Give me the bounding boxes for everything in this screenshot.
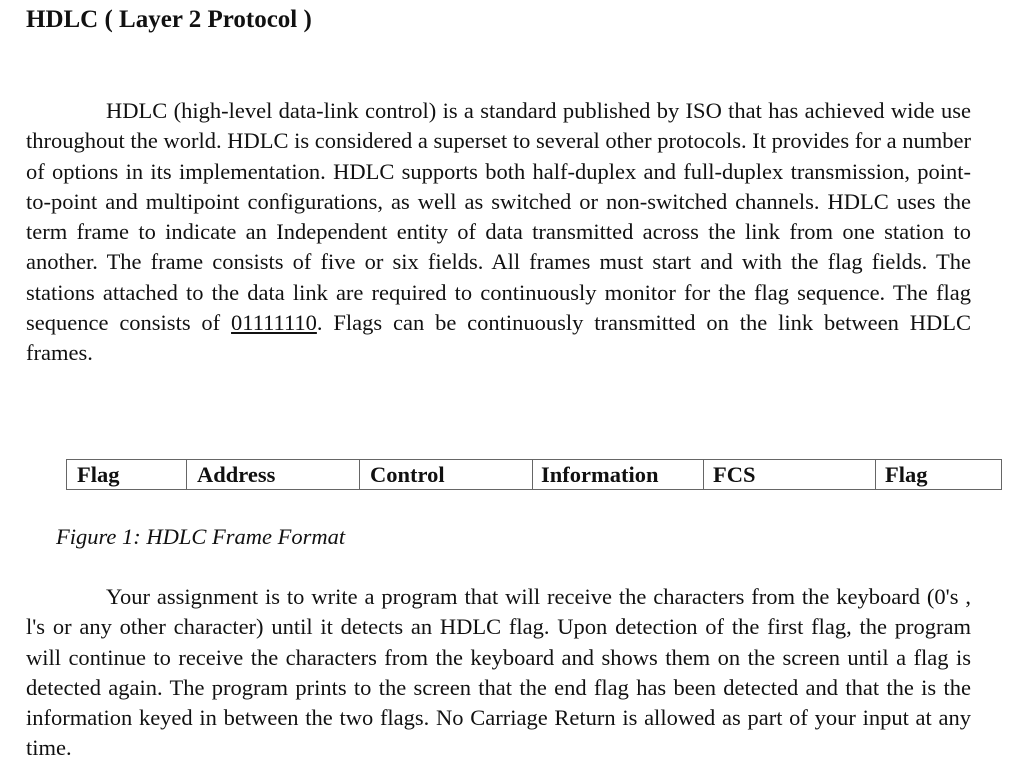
frame-field-address: Address xyxy=(187,460,360,490)
frame-field-fcs: FCS xyxy=(704,460,876,490)
assignment-paragraph: Your assignment is to write a program that will receive the characters from the keyboard (0's , l's or any other character) until it detects an HDLC flag. Upon detection of the first flag, the program will continue to receive the characters from the keyboard and shows them on the screen until a flag is detected again. The program prints to the screen that the end flag has been detected and that the is the information keyed in between the two flags. No Carriage Return is allowed as part of your input at any time. xyxy=(26,584,971,761)
hdlc-frame-table xyxy=(66,459,1002,490)
document-title: HDLC ( Layer 2 Protocol ) xyxy=(26,6,312,33)
intro-paragraph xyxy=(26,96,971,369)
frame-fields-row xyxy=(67,460,1002,490)
intro-text: HDLC (high-level data-link control) is a standard published by ISO that has achieved wide use throughout the world. HDLC is considered a superset to several other protocols. It provides for a number of options in its implementation. HDLC supports both half-duplex and full-duplex transmission, point-to-point and multipoint configurations, as well as switched or non-switched channels. HDLC uses the term frame to indicate an Independent entity of data transmitted across the link from one station to another. The frame consists of five or six fields. All frames must start and with the flag fields. The stations attached to the data link are required to continuously monitor for the flag sequence. The flag sequence consists of xyxy=(26,98,971,336)
frame-field-control: Control xyxy=(360,460,533,490)
intro-text-end: . Flags can be continuously transmitted on the link between HDLC frames. xyxy=(26,310,972,366)
frame-field-flag-end: Flag xyxy=(876,460,1002,490)
figure-caption: Figure 1: HDLC Frame Format xyxy=(56,524,346,549)
flag-sequence-value: 01111110 xyxy=(231,310,317,336)
frame-field-flag-start: Flag xyxy=(67,460,187,490)
frame-field-information: Information xyxy=(533,460,704,490)
